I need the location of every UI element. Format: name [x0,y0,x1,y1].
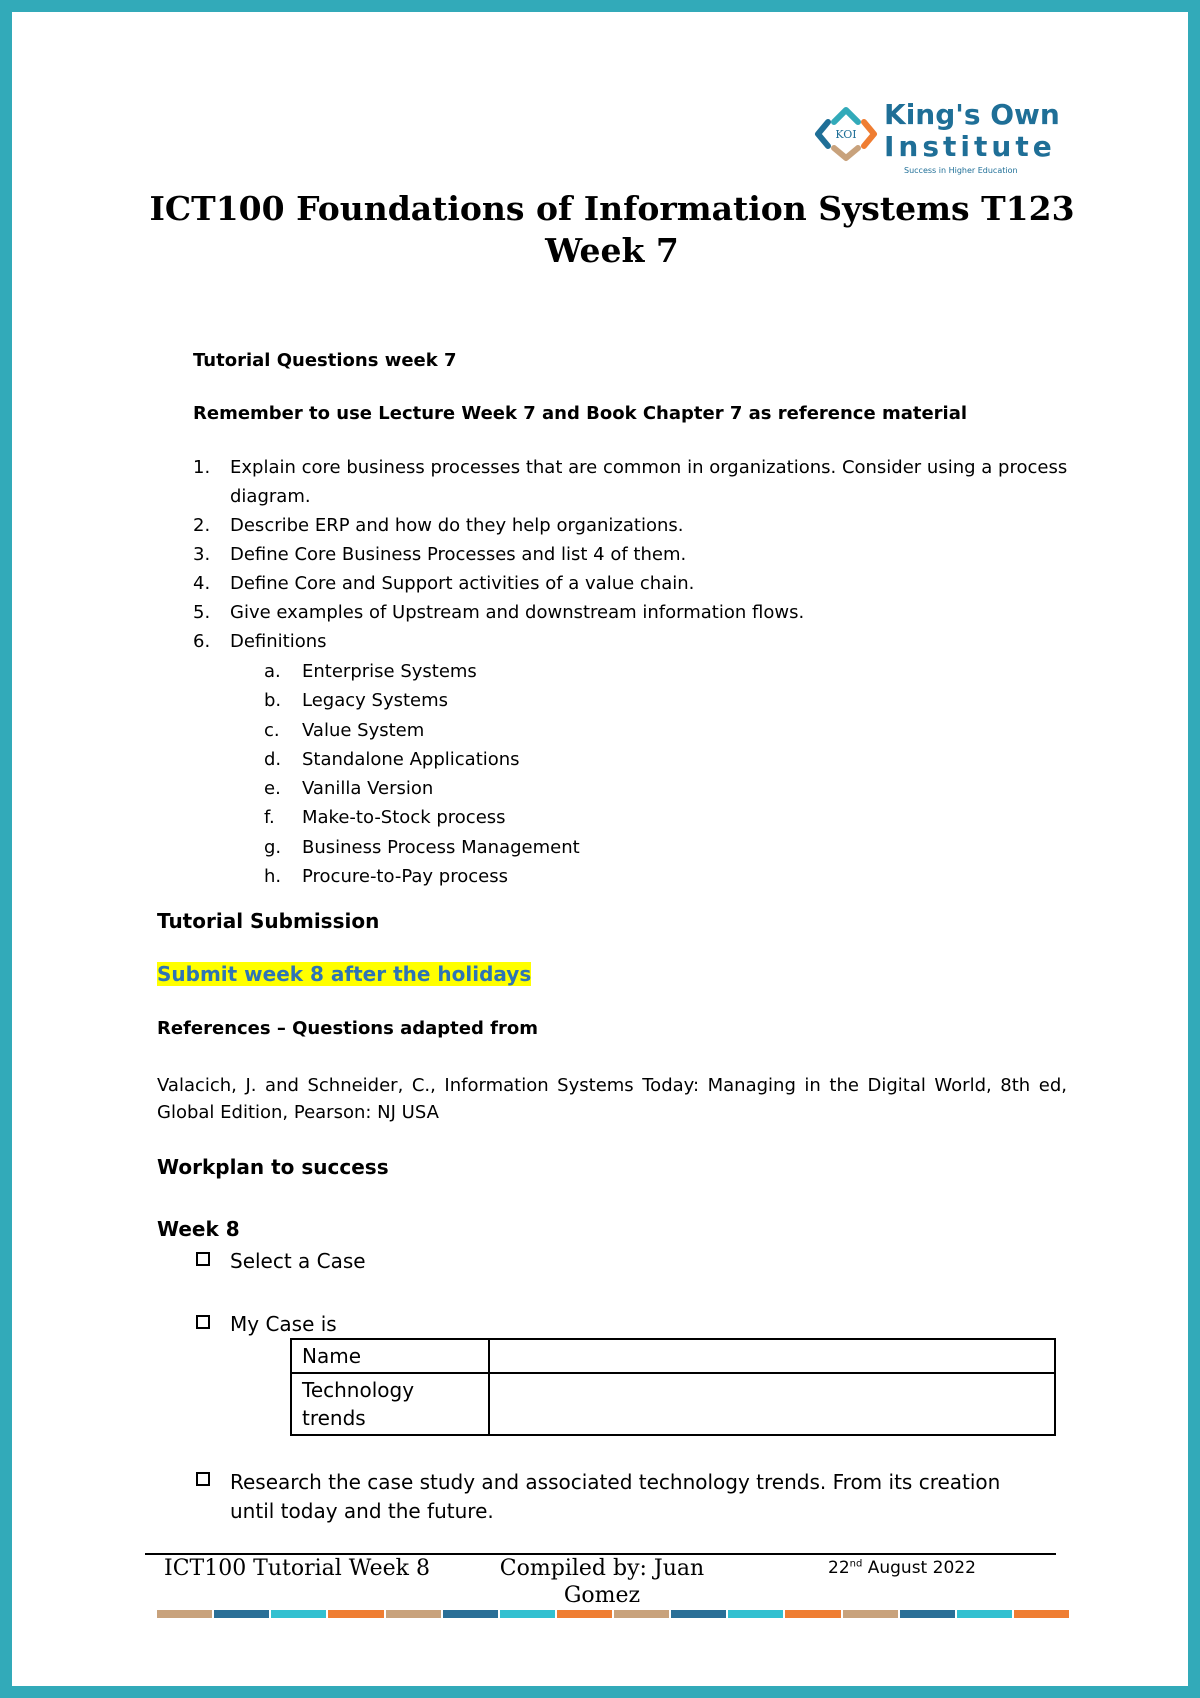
name-label-cell: Name [291,1339,489,1373]
definitions-list [264,657,580,891]
checkbox-my-case[interactable] [196,1315,210,1329]
color-bar-segment [386,1610,441,1618]
definition-text: Value System [302,719,425,741]
submission-heading: Tutorial Submission [157,909,380,933]
logo-tagline: Success in Higher Education [904,166,1018,175]
list-letter: d. [264,748,282,770]
list-letter: f. [264,807,275,829]
list-item [193,569,1073,598]
question-text: Definitions [230,631,327,652]
list-item [264,774,580,803]
color-bar-segment [443,1610,498,1618]
color-bar-segment [900,1610,955,1618]
color-bar-segment [214,1610,269,1618]
list-item [264,657,580,686]
table-row [291,1339,1055,1373]
kings-own-institute-logo [812,94,1060,178]
color-bar-segment [157,1610,212,1618]
list-number: 2. [193,515,211,536]
question-text: Explain core business processes that are common in organizations. Consider using a process diagram. [230,457,1068,507]
color-bar-segment [1014,1610,1069,1618]
color-bar-segment [671,1610,726,1618]
footer-course-week: ICT100 Tutorial Week 8 [164,1556,430,1581]
footer-color-bar [157,1610,1069,1618]
color-bar-segment [328,1610,383,1618]
week-heading: Week 8 [157,1217,240,1241]
list-letter: b. [264,690,282,712]
definition-text: Business Process Management [302,836,580,858]
list-item [193,453,1073,511]
footer-compiled-by: Compiled by: Juan Gomez [499,1556,705,1608]
list-item [264,716,580,745]
table-row [291,1373,1055,1435]
submission-note-wrap [157,962,531,986]
definition-text: Procure-to-Pay process [302,866,508,888]
logo-line1: King's Own [884,98,1060,131]
footer-date [828,1558,976,1578]
color-bar-segment [271,1610,326,1618]
question-text: Define Core and Support activities of a value chain. [230,573,695,594]
list-letter: c. [264,719,280,741]
references-heading: References – Questions adapted from [157,1018,538,1039]
list-number: 3. [193,544,211,565]
reference-note: Remember to use Lecture Week 7 and Book Chapter 7 as reference material [193,403,968,424]
color-bar-segment [957,1610,1012,1618]
definition-text: Enterprise Systems [302,661,477,682]
definition-text: Legacy Systems [302,690,449,712]
koi-logo-icon [812,98,882,168]
tutorial-heading: Tutorial Questions week 7 [193,350,457,371]
title-line2: Week 7 [545,231,679,270]
logo-line2: Institute [884,130,1056,163]
checklist-item-my-case: My Case is [230,1312,337,1336]
list-item [264,862,580,891]
footer-date-day: 22 [828,1558,850,1578]
checklist-item-select-case: Select a Case [230,1249,366,1273]
question-text: Give examples of Upstream and downstream information flows. [230,602,805,623]
questions-list [193,453,1073,656]
footer-date-rest: August 2022 [862,1558,976,1578]
title-line1: ICT100 Foundations of Information Systems T123 [149,189,1075,228]
list-item [193,627,1073,656]
color-bar-segment [557,1610,612,1618]
question-text: Define Core Business Processes and list 4 of them. [230,544,687,565]
checkbox-research[interactable] [196,1472,210,1486]
name-value-cell[interactable] [489,1339,1055,1373]
list-letter: g. [264,836,282,858]
technology-trends-value-cell[interactable] [489,1373,1055,1435]
reference-text: Valacich, J. and Schneider, C., Information Systems Today: Managing in the Digital World, 8th ed, Global Edition, Pearson: NJ USA [157,1075,1067,1123]
workplan-heading: Workplan to success [157,1155,389,1179]
color-bar-segment [843,1610,898,1618]
color-bar-segment [500,1610,555,1618]
checkbox-select-case[interactable] [196,1252,210,1266]
list-item [264,803,580,832]
list-item [193,511,1073,540]
list-item [193,598,1073,627]
list-item [193,540,1073,569]
list-number: 5. [193,602,211,623]
question-text: Describe ERP and how do they help organizations. [230,515,684,536]
list-item [264,833,580,862]
list-number: 6. [193,631,211,652]
document-title [142,188,1082,272]
definition-text: Standalone Applications [302,748,520,770]
list-item [264,745,580,774]
footer-date-suffix: nd [849,1558,863,1570]
list-letter: e. [264,778,281,800]
technology-trends-label-cell: Technology trends [291,1373,489,1435]
list-item [264,686,580,715]
color-bar-segment [785,1610,840,1618]
list-letter: h. [264,866,282,888]
submission-note: Submit week 8 after the holidays [157,962,532,986]
logo-mark-text: KOI [835,128,857,141]
definition-text: Make-to-Stock process [302,807,506,829]
list-number: 1. [193,457,211,478]
list-number: 4. [193,573,211,594]
definition-text: Vanilla Version [302,778,434,800]
color-bar-segment [614,1610,669,1618]
color-bar-segment [728,1610,783,1618]
list-letter: a. [264,661,281,682]
case-table [290,1338,1056,1436]
checklist-item-research: Research the case study and associated technology trends. From its creation until today and the future. [230,1470,1001,1523]
